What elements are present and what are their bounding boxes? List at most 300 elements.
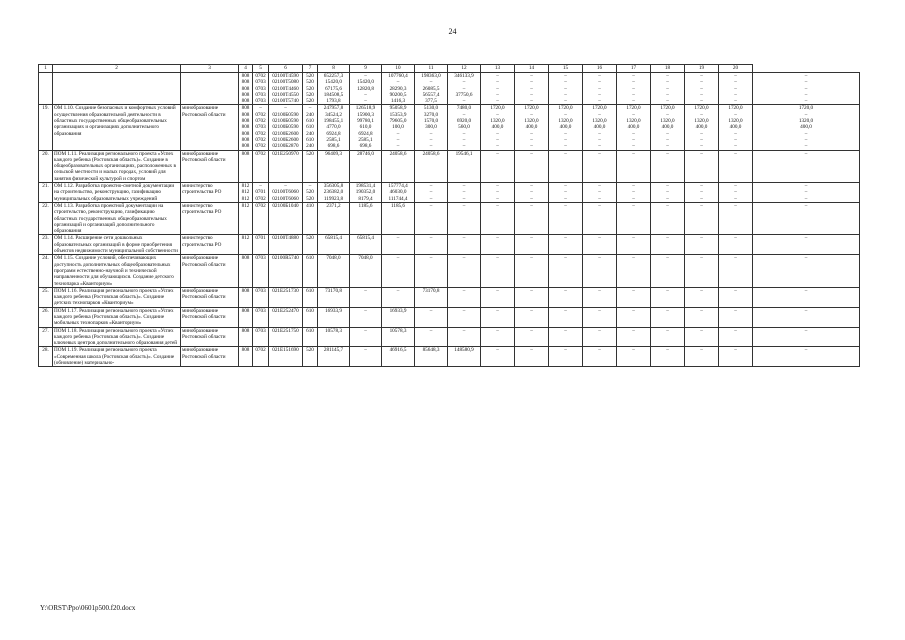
header-cell: 9: [350, 65, 382, 73]
value-line: –: [598, 136, 601, 143]
value-cell: [382, 347, 415, 367]
executor: [181, 73, 239, 105]
value-cell: [318, 307, 350, 327]
value-line: 698,6: [327, 143, 340, 150]
value-line: 356305,8: [323, 183, 344, 190]
value-line: –: [598, 347, 601, 354]
value-cell: [239, 73, 253, 105]
value-line: –: [598, 130, 601, 137]
value-line: –: [530, 91, 533, 98]
value-line: –: [700, 347, 703, 354]
executor: министерство строительства РО: [181, 183, 239, 203]
value-line: 1720,0: [490, 105, 505, 112]
value-cell: [415, 105, 448, 150]
measure-name: ПОМ 1.11. Реализация регионального проекта «Успех каждого ребенка (Ростовская область)». Создание в общеобразовательных организациях, расположенных в сельской местности и малых городах, условий для занятия физической культурой и спортом: [53, 150, 181, 182]
value-cell: [719, 347, 753, 367]
value-line: 808: [241, 327, 250, 334]
measure-name: ОМ 1.15. Создание условий, обеспечивающих доступность дополнительных общеобразовательных программ естественно-научной и технической направленности для обучающихся. Создание детского технопарка «Кванториум»: [53, 255, 181, 287]
value-line: –: [462, 85, 466, 92]
value-line: –: [564, 255, 567, 262]
value-cell: [583, 307, 617, 327]
value-line: –: [496, 150, 499, 157]
value-cell: [753, 73, 860, 105]
value-line: 520: [306, 189, 314, 196]
value-cell: [415, 202, 448, 234]
value-line: 02100Т6060: [272, 189, 299, 196]
value-cell: [651, 183, 685, 203]
row-number: 27.: [39, 327, 53, 347]
value-line: 240: [306, 130, 314, 137]
value-line: –: [700, 143, 703, 150]
value-cell: [549, 255, 583, 287]
value-line: –: [734, 85, 737, 92]
value-line: –: [734, 347, 737, 354]
value-cell: [753, 150, 860, 182]
value-line: –: [700, 130, 703, 137]
value-line: 0703: [255, 79, 266, 86]
value-cell: [515, 255, 549, 287]
value-line: 12820,8: [357, 85, 374, 92]
value-line: –: [666, 98, 669, 105]
table-row: [39, 235, 860, 255]
value-cell: [318, 183, 350, 203]
value-line: 1720,0: [728, 105, 743, 112]
row-number: 25.: [39, 287, 53, 307]
value-line: –: [700, 85, 703, 92]
value-line: –: [462, 79, 466, 86]
value-line: –: [632, 202, 635, 209]
value-line: –: [496, 98, 499, 105]
value-line: 184508,5: [323, 91, 344, 98]
value-line: 19546,1: [455, 150, 473, 157]
value-cell: [303, 255, 318, 287]
value-line: –: [804, 111, 808, 118]
value-line: –: [700, 111, 703, 118]
value-line: –: [804, 195, 808, 202]
value-line: 247957,8: [323, 105, 344, 112]
value-cell: [753, 202, 860, 234]
value-line: –: [462, 195, 466, 202]
value-line: –: [804, 85, 808, 92]
value-line: 1720,0: [626, 105, 641, 112]
value-line: 808: [241, 130, 250, 137]
measure-name: ПОМ 1.17. Реализация регионального проекта «Успех каждого ребенка (Ростовская область)». Создание мобильных технопарков «Кванториум»: [53, 307, 181, 327]
value-line: –: [804, 307, 808, 314]
header-cell: 5: [253, 65, 269, 73]
value-line: –: [700, 307, 703, 314]
value-line: 96409,3: [325, 150, 342, 157]
value-line: 812: [241, 189, 250, 196]
value-line: –: [530, 73, 533, 79]
value-line: 198531,4: [355, 183, 376, 190]
value-cell: [583, 183, 617, 203]
value-cell: [350, 235, 382, 255]
value-line: 240: [306, 143, 314, 150]
value-line: 02100Т4460: [272, 85, 299, 92]
value-cell: [515, 202, 549, 234]
value-line: 16933,9: [325, 307, 342, 314]
value-cell: [448, 235, 481, 255]
value-cell: [318, 105, 350, 150]
row-number: 24.: [39, 255, 53, 287]
value-line: 400,0: [627, 124, 640, 131]
value-line: –: [598, 189, 601, 196]
value-line: –: [496, 130, 499, 137]
value-line: 400,0: [491, 124, 504, 131]
table-row: [39, 105, 860, 150]
value-line: –: [734, 287, 737, 294]
executor: минобразование Ростовской области: [181, 327, 239, 347]
value-line: –: [429, 189, 433, 196]
value-line: 021Е251750: [272, 327, 299, 334]
value-line: 198455,1: [323, 118, 344, 125]
value-cell: [481, 150, 515, 182]
value-cell: [583, 73, 617, 105]
value-line: –: [462, 183, 466, 190]
header-cell: 13: [481, 65, 515, 73]
value-cell: [239, 255, 253, 287]
value-line: 021Е151690: [272, 347, 299, 354]
value-cell: [685, 327, 719, 347]
value-line: 520: [306, 150, 314, 157]
executor: минобразование Ростовской области: [181, 307, 239, 327]
value-cell: [617, 202, 651, 234]
value-line: –: [734, 143, 737, 150]
header-cell: 6: [269, 65, 303, 73]
value-line: –: [530, 98, 533, 105]
value-line: –: [462, 143, 466, 150]
value-line: –: [496, 287, 499, 294]
value-line: 377,5: [425, 98, 437, 105]
value-line: 400,0: [559, 124, 572, 131]
value-cell: [253, 150, 269, 182]
value-line: –: [700, 136, 703, 143]
value-line: –: [804, 79, 808, 86]
value-line: 7480,0: [456, 105, 472, 112]
executor: минобразование Ростовской области: [181, 105, 239, 150]
value-line: –: [666, 111, 669, 118]
value-line: 808: [241, 118, 250, 125]
value-line: –: [700, 202, 703, 209]
value-cell: [350, 183, 382, 203]
value-line: –: [530, 143, 533, 150]
value-line: –: [632, 91, 635, 98]
value-line: –: [734, 307, 737, 314]
table-row: [39, 327, 860, 347]
value-line: –: [496, 91, 499, 98]
value-line: –: [462, 130, 466, 137]
value-line: 240: [306, 111, 314, 118]
value-line: 10578,3: [389, 327, 407, 334]
value-cell: [448, 183, 481, 203]
value-line: –: [564, 189, 567, 196]
value-cell: [515, 73, 549, 105]
value-line: –: [564, 202, 567, 209]
value-line: 520: [306, 347, 314, 354]
value-line: –: [530, 85, 533, 92]
value-line: –: [632, 98, 635, 105]
value-line: –: [666, 189, 669, 196]
value-cell: [269, 307, 303, 327]
value-cell: [685, 105, 719, 150]
value-line: –: [429, 307, 433, 314]
value-cell: [583, 105, 617, 150]
value-line: –: [804, 347, 808, 354]
value-line: –: [804, 235, 808, 242]
value-line: 1320,0: [694, 118, 709, 125]
value-line: 1720,0: [592, 105, 607, 112]
value-line: –: [462, 111, 466, 118]
value-line: –: [598, 327, 601, 334]
value-line: –: [666, 79, 669, 86]
value-line: –: [666, 327, 669, 334]
value-cell: [651, 287, 685, 307]
value-cell: [651, 202, 685, 234]
value-line: –: [564, 150, 567, 157]
value-line: –: [462, 287, 466, 294]
value-cell: [617, 150, 651, 182]
value-cell: [719, 307, 753, 327]
value-cell: [617, 255, 651, 287]
value-line: –: [496, 202, 499, 209]
value-line: 02100Т4880: [272, 235, 299, 242]
value-line: –: [700, 287, 703, 294]
value-line: 808: [241, 255, 250, 262]
value-line: 400,0: [800, 124, 812, 131]
value-line: –: [734, 189, 737, 196]
value-line: 808: [241, 105, 250, 112]
value-line: –: [429, 143, 433, 150]
value-cell: [481, 327, 515, 347]
value-cell: [481, 287, 515, 307]
value-line: 28290,3: [389, 85, 407, 92]
value-line: 520: [306, 195, 314, 202]
value-cell: [583, 235, 617, 255]
value-line: –: [564, 287, 567, 294]
value-line: –: [396, 79, 400, 86]
value-line: –: [364, 347, 367, 354]
value-line: 520: [306, 85, 314, 92]
value-line: –: [804, 255, 808, 262]
value-line: –: [496, 143, 499, 150]
value-cell: [239, 183, 253, 203]
value-cell: [415, 287, 448, 307]
value-line: –: [632, 189, 635, 196]
value-cell: [239, 327, 253, 347]
value-cell: [303, 150, 318, 182]
header-cell: 11: [415, 65, 448, 73]
value-line: –: [396, 235, 400, 242]
value-line: 6924,8: [326, 130, 341, 137]
value-line: 808: [241, 98, 250, 105]
value-line: –: [632, 183, 635, 190]
value-line: –: [364, 73, 367, 79]
value-line: 281145,7: [323, 347, 344, 354]
value-line: –: [396, 287, 400, 294]
value-line: 021Е252470: [272, 307, 299, 314]
value-line: 02100Б1040: [272, 202, 299, 209]
value-line: –: [804, 143, 808, 150]
value-line: –: [598, 111, 601, 118]
value-line: 1720,0: [798, 105, 814, 112]
value-cell: [685, 347, 719, 367]
value-line: 5130,0: [423, 105, 439, 112]
measure-name: ОМ 1.14. Расширение сети дошкольных образовательных организаций в форме приобретения объектов недвижимости муниципальной собственности: [53, 235, 181, 255]
value-line: –: [364, 307, 367, 314]
value-line: 15353,9: [389, 111, 407, 118]
executor: минобразование Ростовской области: [181, 255, 239, 287]
value-line: –: [308, 105, 312, 112]
header-cell: 14: [515, 65, 549, 73]
value-line: 812: [241, 235, 250, 242]
value-cell: [303, 287, 318, 307]
value-cell: [549, 235, 583, 255]
value-cell: [253, 73, 269, 105]
value-cell: [481, 255, 515, 287]
value-line: 90200,5: [389, 91, 407, 98]
value-line: –: [598, 183, 601, 190]
value-cell: [583, 347, 617, 367]
value-line: –: [804, 189, 808, 196]
value-cell: [719, 150, 753, 182]
value-line: –: [530, 235, 533, 242]
value-line: –: [632, 136, 635, 143]
value-line: 1320,0: [524, 118, 539, 125]
value-cell: [253, 255, 269, 287]
executor: министерство строительства РО: [181, 202, 239, 234]
value-cell: [382, 287, 415, 307]
value-line: –: [530, 255, 533, 262]
value-line: –: [700, 235, 703, 242]
value-cell: [382, 73, 415, 105]
value-cell: [303, 202, 318, 234]
value-cell: [583, 327, 617, 347]
value-cell: [753, 307, 860, 327]
value-line: 808: [241, 124, 250, 131]
value-cell: [448, 150, 481, 182]
value-line: 0703: [255, 124, 266, 131]
value-cell: [719, 183, 753, 203]
value-line: 15900,3: [357, 111, 374, 118]
value-line: 0703: [255, 255, 266, 262]
value-line: –: [598, 202, 601, 209]
value-line: –: [804, 287, 808, 294]
value-cell: [549, 73, 583, 105]
value-line: –: [598, 85, 601, 92]
value-line: –: [564, 183, 567, 190]
value-line: –: [462, 98, 466, 105]
value-line: 0702: [255, 202, 266, 209]
value-cell: [415, 327, 448, 347]
value-line: –: [429, 235, 433, 242]
value-line: –: [632, 73, 635, 79]
value-line: –: [734, 130, 737, 137]
value-cell: [269, 235, 303, 255]
value-line: 1720,0: [524, 105, 539, 112]
value-line: 37750,6: [455, 91, 473, 98]
value-line: –: [700, 183, 703, 190]
value-cell: [515, 183, 549, 203]
value-line: 812: [241, 202, 250, 209]
value-cell: [350, 287, 382, 307]
value-cell: [481, 202, 515, 234]
value-line: –: [429, 327, 433, 334]
value-line: –: [598, 235, 601, 242]
value-line: 808: [241, 287, 250, 294]
value-line: –: [496, 85, 499, 92]
value-line: –: [284, 183, 287, 190]
value-line: –: [564, 136, 567, 143]
value-line: –: [496, 189, 499, 196]
value-line: 02100Б0590: [272, 118, 299, 125]
header-cell: 2: [53, 65, 181, 73]
value-line: –: [496, 79, 499, 86]
value-cell: [382, 105, 415, 150]
value-line: –: [666, 202, 669, 209]
value-line: –: [429, 255, 433, 262]
value-line: 02100Б0590: [272, 124, 299, 131]
row-number: 20.: [39, 150, 53, 182]
value-line: –: [804, 91, 808, 98]
value-cell: [303, 347, 318, 367]
value-line: –: [462, 307, 466, 314]
executor: минобразование Ростовской области: [181, 287, 239, 307]
value-cell: [753, 183, 860, 203]
value-line: 2585,1: [326, 136, 341, 143]
header-cell: 12: [448, 65, 481, 73]
value-line: 610: [306, 124, 314, 131]
row-number: 19.: [39, 105, 53, 150]
value-line: 02100Б2600: [272, 130, 299, 137]
value-line: 808: [241, 73, 250, 79]
value-line: –: [804, 183, 808, 190]
value-cell: [753, 235, 860, 255]
value-cell: [651, 73, 685, 105]
header-cell: 10: [382, 65, 415, 73]
value-cell: [382, 150, 415, 182]
program-financing-table: [38, 64, 860, 367]
value-line: 1185,6: [390, 202, 406, 209]
table-row: [39, 202, 860, 234]
value-line: –: [564, 143, 567, 150]
value-cell: [549, 202, 583, 234]
value-cell: [239, 347, 253, 367]
value-line: –: [666, 235, 669, 242]
value-line: –: [598, 287, 601, 294]
value-line: 410: [306, 202, 314, 209]
value-line: –: [462, 327, 466, 334]
value-line: –: [700, 73, 703, 79]
value-line: 1320,0: [728, 118, 743, 125]
value-line: –: [632, 111, 635, 118]
value-line: –: [308, 183, 312, 190]
value-line: 610: [306, 118, 314, 125]
value-line: –: [700, 189, 703, 196]
value-line: –: [734, 183, 737, 190]
value-line: –: [734, 235, 737, 242]
table-row: [39, 255, 860, 287]
value-line: 610: [306, 136, 314, 143]
value-cell: [318, 327, 350, 347]
value-line: 400,0: [661, 124, 674, 131]
value-line: 126518,9: [355, 105, 376, 112]
value-line: –: [666, 150, 669, 157]
value-cell: [269, 255, 303, 287]
value-line: –: [734, 98, 737, 105]
value-line: 520: [306, 91, 314, 98]
value-line: 610: [306, 307, 314, 314]
value-line: 0703: [255, 287, 266, 294]
